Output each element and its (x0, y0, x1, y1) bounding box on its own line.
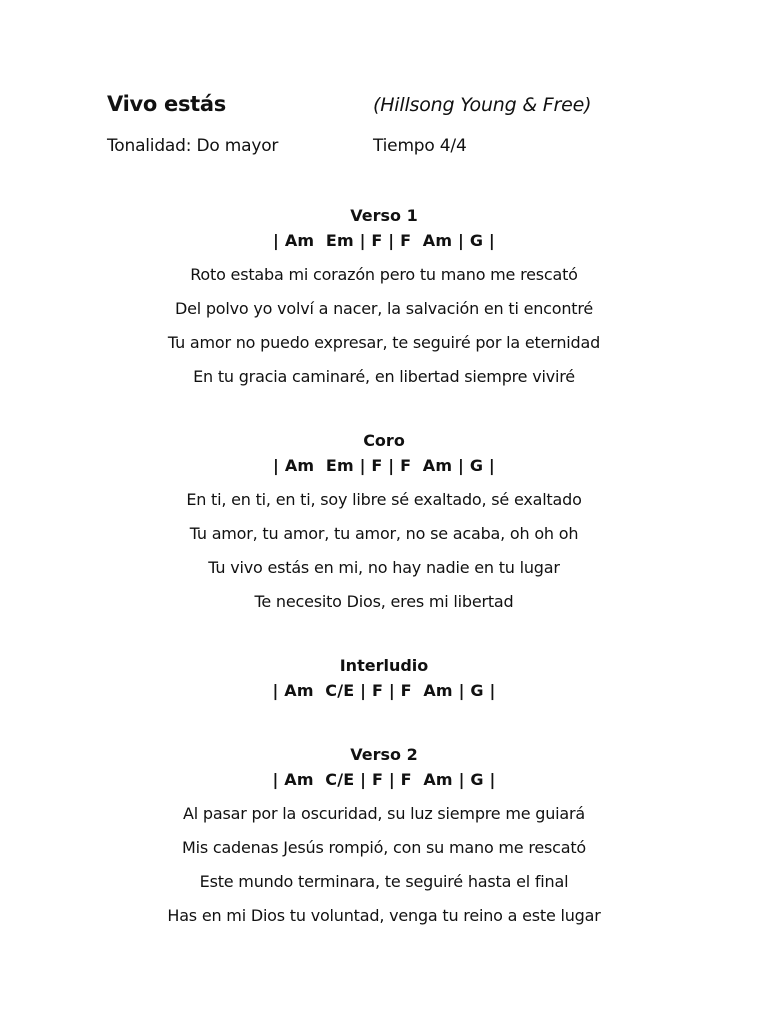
lyric-line: Este mundo terminara, te seguiré hasta el final (199, 872, 569, 891)
section-verse-1 (0, 204, 768, 394)
section-interlude (0, 654, 768, 704)
lyric-line: Roto estaba mi corazón pero tu mano me rescató (190, 265, 578, 284)
song-key: Tonalidad: Do mayor (107, 136, 279, 156)
chord-progression: | Am C/E | F | F Am | G | (272, 770, 496, 789)
lyric-line: En tu gracia caminaré, en libertad siempre viviré (193, 367, 575, 386)
lyrics-block (0, 483, 768, 619)
lyric-line: Del polvo yo volví a nacer, la salvación en ti encontré (174, 299, 594, 318)
lyric-line: En ti, en ti, en ti, soy libre sé exaltado, sé exaltado (186, 490, 582, 509)
section-heading: Verso 2 (350, 745, 418, 764)
section-chorus (0, 429, 768, 619)
chord-progression: | Am Em | F | F Am | G | (273, 231, 495, 250)
song-title: Vivo estás (107, 92, 226, 116)
song-tempo: Tiempo 4/4 (373, 136, 467, 156)
lyrics-block (0, 797, 768, 933)
section-heading: Interludio (339, 656, 429, 675)
lyric-line: Has en mi Dios tu voluntad, venga tu reino a este lugar (167, 906, 601, 925)
chord-progression: | Am Em | F | F Am | G | (273, 456, 495, 475)
lyric-line: Tu amor, tu amor, tu amor, no se acaba, oh oh oh (189, 524, 579, 543)
lyric-line: Al pasar por la oscuridad, su luz siempre me guiará (183, 804, 585, 823)
lyric-line: Tu amor no puedo expresar, te seguiré por la eternidad (167, 333, 601, 352)
song-artist: (Hillsong Young & Free) (373, 94, 592, 116)
chord-progression: | Am C/E | F | F Am | G | (272, 681, 496, 700)
section-heading: Coro (363, 431, 405, 450)
section-verse-2 (0, 743, 768, 933)
lyrics-block (0, 258, 768, 394)
lyric-line: Tu vivo estás en mi, no hay nadie en tu lugar (208, 558, 560, 577)
section-heading: Verso 1 (350, 206, 418, 225)
lyric-line: Te necesito Dios, eres mi libertad (254, 592, 514, 611)
lyric-line: Mis cadenas Jesús rompió, con su mano me rescató (181, 838, 587, 857)
